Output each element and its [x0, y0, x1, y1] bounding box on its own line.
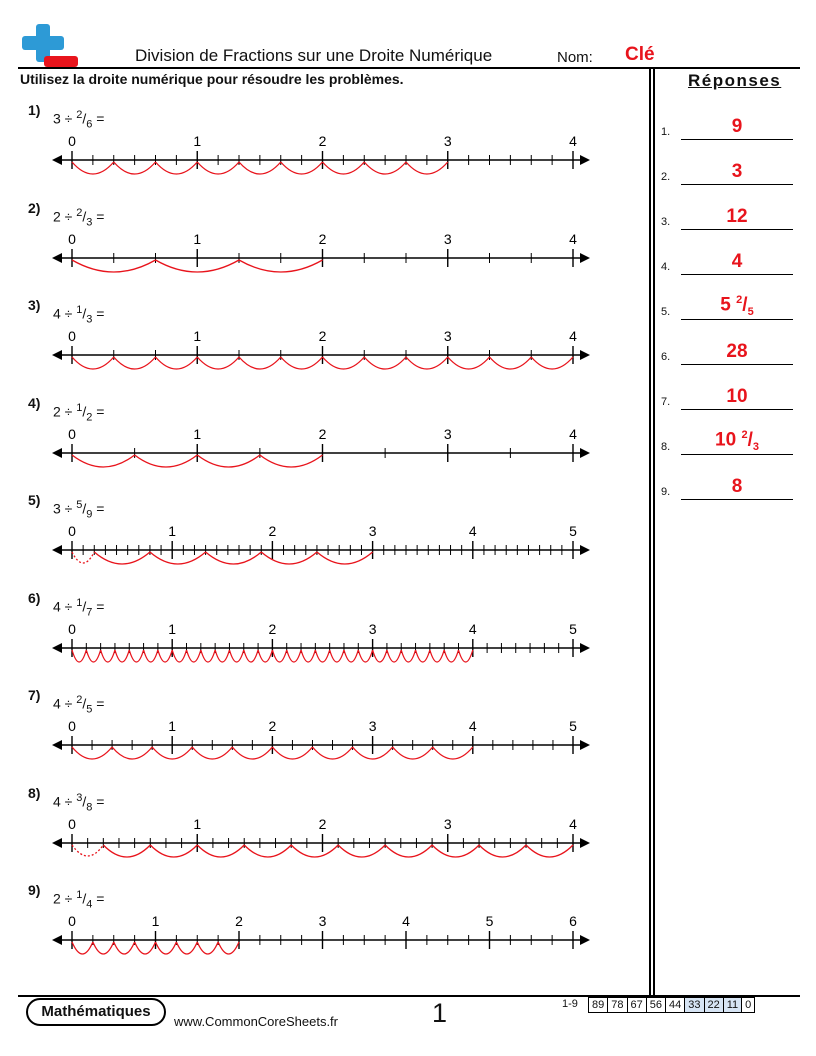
divisor-numerator: 1: [76, 401, 83, 414]
hop-arc: [458, 650, 472, 662]
hop-arc: [72, 357, 114, 369]
hop-arc: [72, 942, 93, 954]
hop-arc: [94, 552, 150, 564]
divisor-numerator: 2: [76, 694, 83, 706]
hop-arc: [358, 650, 372, 662]
divisor-denominator: 5: [86, 703, 93, 716]
answer-blank: [681, 139, 793, 140]
problem-number: 5): [28, 492, 41, 508]
hop-arc: [135, 942, 156, 954]
tick-label: 0: [68, 230, 76, 247]
hop-arc: [291, 845, 338, 857]
tick-label: 2: [318, 328, 327, 344]
problem-number: 6): [28, 589, 41, 606]
arrow-right-icon: [580, 350, 590, 360]
dividend: 2: [53, 208, 61, 225]
tick-label: 4: [468, 523, 477, 539]
answer-blank: [681, 499, 793, 500]
hop-arc: [93, 942, 114, 954]
answer-row: [661, 155, 793, 185]
hop-arc: [101, 650, 115, 662]
number-line: [0, 423, 600, 483]
tick-label: 1: [193, 815, 202, 832]
hop-arc: [287, 650, 301, 662]
answer-number: 1.: [661, 126, 671, 138]
answer-whole: 10: [715, 429, 737, 451]
divisor-denominator: 3: [86, 313, 93, 326]
problem-number: 8): [28, 784, 41, 801]
problem-number: 1): [28, 102, 41, 118]
problem-number: 9): [28, 882, 41, 898]
hop-arc: [156, 942, 177, 954]
answer-value: [681, 206, 793, 228]
dividend: 3: [53, 110, 61, 127]
divisor-numerator: 1: [76, 304, 83, 316]
answers-heading: Réponses: [688, 71, 782, 90]
problem-number: 2): [28, 199, 41, 216]
tick-label: 4: [569, 815, 577, 832]
hop-arc: [172, 650, 186, 662]
hop-arc: [531, 357, 573, 369]
answer-blank: [681, 184, 793, 185]
score-cell: 22: [704, 998, 723, 1013]
answer-value: 10 $^2/_3$: [715, 428, 759, 453]
answer-whole: 4: [731, 251, 743, 272]
tick-label: 2: [268, 620, 277, 637]
tick-label: 2: [318, 230, 327, 247]
tick-label: 1: [193, 425, 202, 442]
tick-label: 4: [569, 133, 577, 149]
tick-label: 3: [443, 133, 452, 149]
answer-numerator: 2: [736, 293, 743, 306]
answer-denominator: 5: [747, 306, 754, 318]
tick-label: 4: [468, 620, 477, 637]
score-range-label: 1-9: [562, 998, 578, 1010]
hop-arc: [72, 455, 135, 467]
tick-label: 6: [569, 913, 577, 929]
hop-arc: [385, 845, 432, 857]
divisor-denominator: 2: [86, 410, 93, 423]
divisor-numerator: 2: [76, 109, 83, 121]
problem-expression: $2 \div ^1/_2$ =: [53, 401, 105, 423]
problem-expression: $2 \div ^1/_4$ =: [53, 889, 105, 911]
tick-label: 4: [569, 425, 577, 442]
hop-arc: [197, 357, 239, 369]
answer-row: [661, 245, 793, 275]
problem-number: 7): [28, 687, 41, 703]
answer-value: [681, 386, 793, 408]
hop-arc: [150, 552, 206, 564]
hop-arc: [315, 650, 329, 662]
tick-label: 1: [193, 133, 202, 149]
tick-label: 2: [268, 523, 277, 539]
hop-arc: [197, 942, 218, 954]
dividend: 4: [53, 793, 61, 810]
answer-whole: 5: [720, 294, 731, 316]
answer-number: 2.: [661, 171, 671, 183]
hop-arc: [281, 357, 323, 369]
hop-arc: [344, 650, 358, 662]
dividend: 2: [53, 403, 61, 420]
arrow-right-icon: [580, 740, 590, 750]
answer-value: [681, 251, 793, 273]
answer-value: [681, 116, 793, 138]
arrow-right-icon: [580, 935, 590, 945]
header-divider: [18, 67, 800, 69]
tick-label: 0: [68, 718, 76, 734]
answer-number: 8.: [661, 441, 671, 453]
hop-arc: [432, 845, 479, 857]
tick-label: 4: [402, 913, 410, 929]
hop-arc: [158, 650, 172, 662]
tick-label: 1: [193, 328, 202, 344]
divisor-denominator: 8: [86, 800, 93, 813]
problem-expression: $3 \div ^2/_6$ =: [53, 109, 105, 131]
hop-arc: [401, 650, 415, 662]
website-link[interactable]: www.CommonCoreSheets.fr: [174, 1014, 338, 1029]
divisor-numerator: 5: [76, 499, 83, 511]
tick-label: 1: [168, 718, 177, 734]
hop-arc: [215, 650, 229, 662]
number-line: [0, 130, 600, 190]
tick-label: 0: [68, 425, 76, 442]
page-number: 1: [432, 998, 448, 1028]
answer-blank: [681, 229, 793, 230]
arrow-left-icon: [52, 935, 62, 945]
hop-arc: [258, 650, 272, 662]
hop-arc: [490, 357, 532, 369]
divisor-denominator: 3: [86, 215, 93, 228]
tick-label: 4: [468, 718, 477, 734]
dividend: 4: [53, 598, 61, 615]
number-line: [0, 618, 600, 678]
answer-number: 9.: [661, 486, 671, 498]
divisor-denominator: 7: [86, 605, 93, 618]
tick-label: 0: [68, 328, 76, 344]
number-line: [0, 813, 600, 873]
hop-arc: [244, 650, 258, 662]
hop-arc: [430, 650, 444, 662]
hop-arc: [114, 357, 156, 369]
answer-blank: [681, 409, 793, 410]
hop-arc: [272, 650, 286, 662]
divisor-numerator: 1: [76, 596, 83, 609]
arrow-right-icon: [580, 838, 590, 848]
hop-arc: [260, 455, 323, 467]
answer-row: [661, 110, 793, 140]
arrow-left-icon: [52, 643, 62, 653]
hop-arc: [187, 650, 201, 662]
hop-arc: [338, 845, 385, 857]
problem-expression: $4 \div ^3/_8$ =: [53, 791, 105, 813]
answer-whole: 9: [731, 116, 743, 137]
tick-label: 2: [318, 815, 327, 832]
hop-arc: [526, 845, 573, 857]
worksheet-title: Division de Fractions sur une Droite Numérique: [135, 46, 493, 65]
tick-label: 5: [569, 620, 577, 637]
tick-label: 1: [168, 523, 177, 539]
dividend: 2: [53, 890, 61, 907]
arrow-left-icon: [52, 740, 62, 750]
arrow-left-icon: [52, 448, 62, 458]
hop-arc: [86, 650, 100, 662]
tick-label: 3: [318, 913, 327, 929]
answer-blank: [681, 454, 793, 455]
arrow-right-icon: [580, 448, 590, 458]
arrow-right-icon: [580, 155, 590, 165]
answer-number: 7.: [661, 396, 671, 408]
tick-label: 1: [193, 230, 202, 247]
hop-arc: [218, 942, 239, 954]
tick-label: 0: [68, 620, 76, 637]
tick-label: 0: [68, 913, 76, 929]
answer-value: [681, 341, 793, 363]
answer-blank: [681, 364, 793, 365]
arrow-left-icon: [52, 545, 62, 555]
hop-arc: [448, 357, 490, 369]
divisor-numerator: 1: [76, 889, 83, 901]
hop-arc: [103, 845, 150, 857]
hop-arc: [244, 845, 291, 857]
name-value: Clé: [625, 44, 655, 65]
tick-label: 4: [569, 328, 577, 344]
hop-arc: [323, 357, 365, 369]
arrow-left-icon: [52, 838, 62, 848]
arrow-left-icon: [52, 253, 62, 263]
answer-numerator: 2: [741, 428, 748, 441]
score-cell: 11: [723, 998, 741, 1013]
tick-label: 3: [443, 328, 452, 344]
hop-arc: [115, 650, 129, 662]
score-cell: 67: [627, 998, 646, 1013]
answer-number: 5.: [661, 306, 671, 318]
hop-arc: [206, 552, 262, 564]
hop-arc: [444, 650, 458, 662]
divisor-denominator: 6: [86, 118, 93, 131]
hop-arc: [416, 650, 430, 662]
problem-expression: $2 \div ^2/_3$ =: [53, 206, 105, 228]
tick-label: 2: [268, 718, 277, 734]
divisor-denominator: 9: [86, 508, 93, 521]
answer-whole: 12: [726, 206, 748, 227]
hop-arc: [301, 650, 315, 662]
divisor-numerator: 3: [76, 791, 83, 804]
hop-arc: [229, 650, 243, 662]
instructions: Utilisez la droite numérique pour résoudre les problèmes.: [20, 71, 404, 87]
hop-arc: [406, 357, 448, 369]
answer-row: [661, 470, 793, 500]
tick-label: 3: [368, 620, 377, 637]
tick-label: 2: [318, 425, 327, 442]
hop-arc: [135, 455, 198, 467]
score-cell: 44: [666, 998, 685, 1013]
column-divider: [649, 67, 651, 995]
answer-blank: [681, 319, 793, 320]
answer-denominator: 3: [752, 441, 759, 453]
hop-arc: [201, 650, 215, 662]
tick-label: 1: [168, 620, 177, 637]
hop-arc: [261, 552, 317, 564]
answer-whole: 10: [726, 386, 748, 407]
answer-value: [681, 476, 793, 498]
answer-row: [661, 290, 793, 320]
arrow-left-icon: [52, 155, 62, 165]
tick-label: 0: [68, 815, 76, 832]
hop-arc: [197, 845, 244, 857]
hop-arc: [72, 650, 86, 662]
hop-arc: [479, 845, 526, 857]
score-cell: 33: [685, 998, 704, 1013]
tick-label: 5: [569, 523, 577, 539]
answer-row: [661, 425, 793, 455]
tick-label: 5: [569, 718, 577, 734]
score-cell: 78: [608, 998, 627, 1013]
answer-whole: 28: [726, 341, 748, 362]
answer-row: [661, 200, 793, 230]
arrow-left-icon: [52, 350, 62, 360]
tick-label: 2: [318, 133, 327, 149]
hop-arc: [330, 650, 344, 662]
answer-whole: 8: [731, 476, 743, 497]
hop-arc: [373, 650, 387, 662]
answer-number: 6.: [661, 351, 671, 363]
tick-label: 3: [443, 230, 452, 247]
number-line: [0, 520, 600, 580]
number-line: [0, 228, 600, 288]
tick-label: 3: [368, 523, 377, 539]
subject-badge: Mathématiques: [26, 998, 166, 1026]
tick-label: 3: [443, 425, 452, 442]
hop-arc: [176, 942, 197, 954]
score-table: [588, 997, 755, 1013]
score-cell: 89: [589, 998, 608, 1013]
answer-row: [661, 335, 793, 365]
number-line: [0, 715, 600, 775]
problem-number: 3): [28, 297, 41, 313]
problem-expression: $4 \div ^1/_3$ =: [53, 304, 105, 326]
answer-number: 4.: [661, 261, 671, 273]
divisor-denominator: 4: [86, 898, 93, 911]
answer-blank: [681, 274, 793, 275]
hop-arc: [114, 942, 135, 954]
hop-arc: [150, 845, 197, 857]
column-divider: [653, 67, 655, 995]
dividend: 3: [53, 500, 61, 517]
name-label: Nom:: [557, 49, 593, 66]
dividend: 4: [53, 695, 61, 712]
number-line: [0, 910, 600, 970]
tick-label: 0: [68, 523, 76, 539]
hop-arc: [144, 650, 158, 662]
answer-number: 3.: [661, 216, 671, 228]
tick-label: 1: [151, 913, 160, 929]
hop-arc: [129, 650, 143, 662]
score-cell: 56: [646, 998, 665, 1013]
tick-label: 5: [485, 913, 494, 929]
answer-value: 5 $^2/_5$: [720, 293, 754, 318]
answer-value: [681, 161, 793, 183]
arrow-right-icon: [580, 643, 590, 653]
problem-expression: $3 \div ^5/_9$ =: [53, 499, 105, 521]
divisor-numerator: 2: [76, 206, 83, 219]
score-cell: 0: [742, 998, 755, 1013]
tick-label: 4: [569, 230, 577, 247]
hop-arc: [239, 357, 281, 369]
tick-label: 3: [368, 718, 377, 734]
problem-expression: $4 \div ^2/_5$ =: [53, 694, 105, 716]
arrow-right-icon: [580, 253, 590, 263]
hop-arc: [364, 357, 406, 369]
number-line: [0, 325, 600, 385]
hop-arc: [317, 552, 373, 564]
logo-icon: [22, 24, 78, 68]
tick-label: 3: [443, 815, 452, 832]
hop-arc: [387, 650, 401, 662]
tick-label: 2: [235, 913, 243, 929]
problem-number: 4): [28, 394, 41, 411]
answer-row: [661, 380, 793, 410]
hop-arc: [156, 357, 198, 369]
hop-arc: [197, 455, 260, 467]
answer-whole: 3: [731, 161, 743, 182]
tick-label: 0: [68, 133, 76, 149]
problem-expression: $4 \div ^1/_7$ =: [53, 596, 105, 618]
dividend: 4: [53, 305, 61, 322]
arrow-right-icon: [580, 545, 590, 555]
